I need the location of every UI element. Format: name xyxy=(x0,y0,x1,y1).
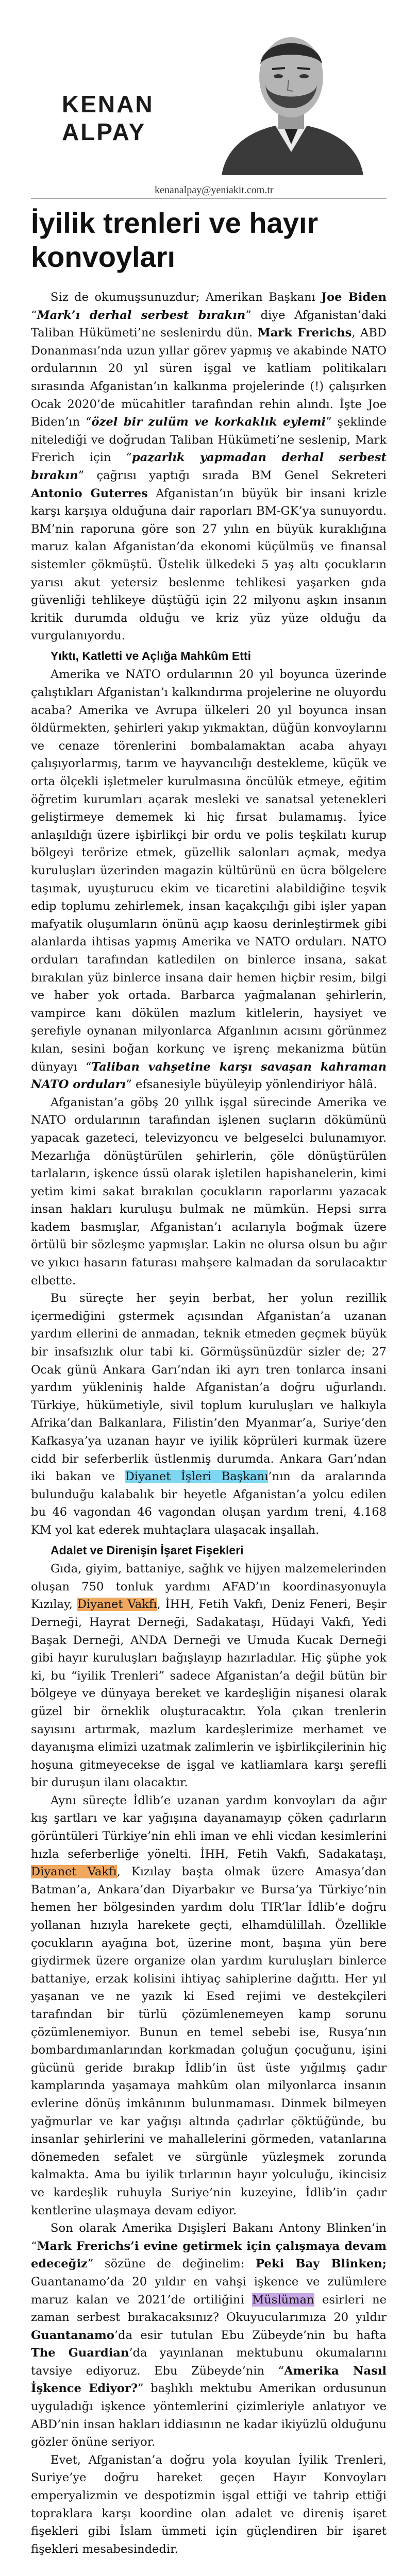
author-first-name: KENAN xyxy=(62,91,154,117)
text-run: Guantanamo’da 20 yıldır en vahşi işkence ve zulümlere maruz kalan ve 2021’de ortiliğini xyxy=(31,2275,387,2307)
article-paragraph xyxy=(31,1094,387,1290)
emphasized-text: Mark Frerichs xyxy=(257,326,352,340)
article-title: İyilik trenleri ve hayır konvoyları xyxy=(31,207,319,273)
emphasized-text: Mark’ı derhal serbest bırakın xyxy=(37,308,246,322)
section-heading: Yıktı, Katletti ve Açlığa Mahkûm Etti xyxy=(51,649,251,663)
highlighted-text: Diyanet Vakfı xyxy=(77,1598,157,1612)
text-run: “ xyxy=(31,308,37,322)
section-heading: Adalet ve Direnişin İşaret Fişekleri xyxy=(51,1543,244,1557)
emphasized-text: Antonio Guterres xyxy=(31,486,148,500)
author-name-block xyxy=(62,90,191,146)
article-paragraph xyxy=(31,666,387,1093)
emphasized-text: pazarlık yapmadan derhal serbest bırakın xyxy=(31,451,387,482)
article-paragraph xyxy=(31,2451,387,2558)
text-run: ” çağrısı yaptığı sırada BM Genel Sekreteri xyxy=(78,468,387,482)
emphasized-text: Joe Biden xyxy=(321,291,387,304)
text-run: ’nın da aralarında bulunduğu kalabalık bir heyetle Afganistan’a yolcu edilen bu 46 vagondan 46 vagondan oluşan yardım treni, 4.168 KM yol kat ederek muhtaçlara ulaşacak inşallah. xyxy=(31,1470,387,1537)
emphasized-text: Mark Frerichs’i evine getirmek için çalışmaya devam edeceğiz xyxy=(31,2239,387,2271)
text-run: ’da esir tutulan Ebu Zübeyde’nin bu hafta xyxy=(114,2328,387,2342)
author-header xyxy=(0,0,402,196)
text-run: , İHH, Fetih Vakfı, Deniz Feneri, Beşir Derneği, Hayrat Derneği, Sadakataşı, Hüdayi Vakfı, Yedi Başak Derneği, ANDA Derneği ve Umuda Kucak Derneği gibi hayır kuruluşları bağışlayıp hazırladılar. Hiç şüphe yok ki, bu “iyilik Trenleri” sadece Afganistan’a değil bütün bir bölgeye ve dünyaya bereket ve kardeşliğin nişanesi olarak güzel bir örneklik oluşturacaktır. Yola çıkan trenlerin sayısını artırmak, mazlum kardeşlerimize merhamet ve dayanışma elimizi uzatmak zalimlerin ve işbirlikçilerinin hiç hoşuna gitmeyecekse de işgal ve katliamlara karşı şerefli bir duruşun ilanı olacaktır. xyxy=(31,1598,387,1790)
article-paragraph xyxy=(31,1792,387,2219)
highlighted-text: Diyanet Vakfı xyxy=(31,1865,117,1879)
emphasized-text: özel bir zulüm ve korkaklık eylemi xyxy=(91,415,326,429)
text-run: , ABD Donanması’nda uzun yıllar görev yapmış ve akabinde NATO ordularının 20 yıl süren işgal ve katliam politikaları sırasında Afganistan’ın kalkınma projelerinde (!) çalışırken Ocak 2020’de mücahitler tarafından rehin alındı. İşte Joe Biden’ın “ xyxy=(31,326,387,429)
text-run: ” diye Afganistan’daki Taliban Hükümeti’ne seslenirdu dün. xyxy=(31,308,387,340)
text-run: Aynı süreçte İdlib’e uzanan yardım konvoyları da ağır kış şartları ve kar yağışına dayanamayıp çöken çadırların görüntüleri Türkiye’nin ehli iman ve ehli vicdan kesimlerini hızla seferberliğe yönelti. İHH, Fetih Vakfı, Sadakataşı, xyxy=(31,1793,387,1861)
text-run: Son olarak Amerika Dışişleri Bakanı Antony Blinken’in “ xyxy=(31,2222,387,2253)
article-paragraph xyxy=(31,1290,387,1539)
text-run: ” sözüne de değinelim: xyxy=(87,2257,256,2271)
text-run: Afganistan’ın büyük bir insani krizle karşı karşıya olduğuna dair raporları BM-GK’ya sunuyordu. BM’nin raporuna göre son 27 yılın en büyük kuraklığına maruz kalan Afganistan’da ekonomi küçülmüş ve finansal sistemler çökmüştü. Üstelik ülkedeki 5 yaş altı çocukların yarısı akut yetersiz beslenme tehlikesi yaşarken gıda güvenliği tehlikeye düştüğü için 22 milyonu aşkın insanın kritik durumda olduğu ve kriz yüz yüze olduğu da vurgulanıyordu. xyxy=(31,486,387,643)
emphasized-text: Guantanamo xyxy=(31,2328,114,2342)
text-run: ’da yayınlanan mektubunu okumalarını tavsiye ediyoruz. Ebu Zübeyde’nin “ xyxy=(31,2346,387,2378)
text-run: Afganistan’a göbş 20 yıllık işgal sürecinde Amerika ve NATO ordularının tarafından işlenen suçların dökümünü yapacak gazeteci, televizyoncu ve belgeselci bulunamıyor. Mezarlığa dönüştürülen şehirlerin, çöle dönüştürülen tarlaların, işkence ússü olarak işletilen hapishanelerin, kimi yetim kimi sakat bırakılan çocukların raporlarını yazacak insan hakları kuruluşu bulmak ne mümkün. Hepsi sırra kadem basmışlar, Afganistan’ı acılarıyla boğmak üzere örtülü bir sözleşme yapmışlar. Lakin ne olursa olsun bu ağır ve yıkıcı hasarın faturası mahşere kalmadan da sorulacaktır elbette. xyxy=(31,1095,387,1287)
author-email[interactable]: kenanalpay@yeniakit.com.tr xyxy=(155,184,274,196)
text-run: esirleri ne zaman serbest bırakacaksınız? Okuyucularımıza 20 yıldır xyxy=(31,2293,387,2325)
emphasized-text: Peki Bay Blinken; xyxy=(256,2257,387,2271)
article-body xyxy=(31,289,387,2558)
emphasized-text: The Guardian xyxy=(31,2346,129,2360)
text-run: ” başlıklı mektubu Amerikan ordusunun uyguladığı işkence yöntemlerini çizimleriyle anlatıyor ve ABD’nin insan hakları iddiasının ne kadar ikiyüzlü olduğunu gözler önüne seriyor. xyxy=(31,2382,387,2449)
text-run: Evet, Afganistan’a doğru yola koyulan İyilik Trenleri, Suriye’ye doğru hareket geçen Hayır Konvoyları emperyalizmin ve despotizmin işgal ettiği ve tahrip ettiği topraklara karşı koordine olan adalet ve direniş işaret fişekleri gibi İslam ümmeti için güçlendiren bir işaret fişekleri mesabesindedir. xyxy=(31,2453,387,2556)
emphasized-text: Taliban vahşetine karşı savaşan kahraman NATO orduları xyxy=(31,1060,387,1092)
article-paragraph xyxy=(31,2219,387,2451)
article-paragraph xyxy=(31,289,387,645)
author-last-name: ALPAY xyxy=(62,118,146,145)
header-divider xyxy=(31,198,387,199)
highlighted-text: Müslüman xyxy=(252,2293,314,2307)
article-paragraph xyxy=(31,1560,387,1792)
text-run: ” efsanesiyle büyüleyip yönlendiriyor hâlâ. xyxy=(126,1078,377,1092)
text-run: Siz de okumuşsunuzdur; Amerikan Başkanı xyxy=(51,291,322,304)
emphasized-text: Amerika Nasıl İşkence Ediyor? xyxy=(31,2364,387,2396)
text-run: ” şeklinde nitelediği ve doğrudan Taliban Hükümeti’ne seslenip, Mark Frerich için “ xyxy=(31,415,387,465)
author-photo xyxy=(211,15,371,175)
text-run: , Kızılay başta olmak üzere Amasya’dan Batman’a, Ankara’dan Diyarbakır ve Bursa’ya Türkiye’nin hemen her bölgesinden yardım dolu TIR’lar İdlib’e doğru yollanan hızıyla harekete geçti, elhamdülillah. Özellikle çocukların ayağına bot, üzerine mont, başına yün bere giydirmek üzere organize olan yardım kuruluşları binlerce battaniye, erzak kolisini ihtiyaç sahiplerine dağıttı. Her yıl yaşanan ve ne yazık ki Esed rejimi ve destekçileri tarafından bir türlü çözümlenemeyen kamp sorunu çözümlenemiyor. Bunun en temel sebebi ise, Rusya’nın bombardımanlarından korkmadan çoluğun çocuğunu, işini gücünü geride bırakıp İdlib’in üst üste yığılmış çadır kamplarında yaşamaya mahkûm olan milyonlarca insanın evlerine dönüş imkânının bulunmaması. Dinmek bilmeyen yağmurlar ve kar yağışı altında çadırlar çöktüğünde, bu insanlar şehirlerini ve mahallelerini görmeden, vatanlarına dönemeden sefalet ve sürgünle yüzleşmek zorunda kalmakta. Ama bu iyilik tırlarının hayır yolculuğu, ikincisiz ve kardeşlik ruhuyla Suriye’nin kuzeyine, İdlib’in çadır kentlerine ulaşmaya devam ediyor. xyxy=(31,1865,387,2217)
highlighted-text: Diyanet İşleri Başkanı xyxy=(125,1470,269,1484)
text-run: Bu süreçte her şeyin berbat, her yolun rezillik içermediğini gstermek açısından Afganistan’a uzanan yardım ellerini de anmadan, teknik etmeden geçmek büyük bir insafsızlık olur tabi ki. Görmüşsünüzdür sizler de; 27 Ocak günü Ankara Garı’ndan iki ayrı tren tonlarca insani yardım yükleniniş halde Afganistan’a doğru uğurlandı. Türkiye, hükümetiyle, sivil toplum kuruluşları ve halkıyla Afrika’dan Balkanlara, Filistin’den Myanmar’a, Suriye’den Kafkasya’ya uzanan hayır ve iyilik köprüleri kurmak üzere cidd bir seferberlik üstlenmiş durumda. Ankara Garı’ndan iki bakan ve xyxy=(31,1292,387,1484)
text-run: Amerika ve NATO ordularının 20 yıl boyunca üzerinde çalıştıkları Afganistan’ı kalkındırma projelerine ne oluyordu acaba? Amerika ve Avrupa ülkeleri 20 yıl boyunca insan öldürmekten, şehirleri yakıp yıkmaktan, düğün konvoylarını ve cenaze törenlerini bombalamaktan acaba ahyayı çalışıyorlarmış, tarım ve hayvancılığı destekleme, küçük ve orta ölçekli işletmeler kurulmasına öncülük etmeye, eğitim öğretim kurumları açarak mesleki ve sanatsal yetenekleri geliştirmeye dememek ki hiç fırsat bulamamış. İyice anlaşıldığı üzere işbirlikçi bir ordu ve polis teşkilatı kurup bölgeyi terörize etmek, güzellik salonları açmak, medya kuruluşları üzerinden magazin kültürünü en ücra bölgelere taşımak, uyuşturucu ekim ve ticaretini alabildiğine teşvik edip toplumu zehirlemek, insan kaçakçılığı gibi işler yapan mafyatik oluşumların önünü açıp kaosu derinleştirmek gibi alanlarda ihtisas yapmış Amerika ve NATO orduları. NATO orduları tarafından katledilen on binlerce insana, sakat bırakılan yüz binlerce insana dair hemen hiçbir resim, bilgi ve haber yok ortada. Barbarca yağmalanan şehirlerin, vampirce kanı dökülen mazlum kitlelerin, haysiyet ve şerefiyle oynanan milyonlarca Afganlının acısını görünmez kılan, sesini boğan korkunç ve işrenç mekanizma bütün dünyayı “ xyxy=(31,668,387,1074)
text-run: Gıda, giyim, battaniye, sağlık ve hijyen malzemelerinden oluşan 750 tonluk yardımı AFAD’ın koordinasyonuyla Kızılay, xyxy=(31,1562,387,1612)
